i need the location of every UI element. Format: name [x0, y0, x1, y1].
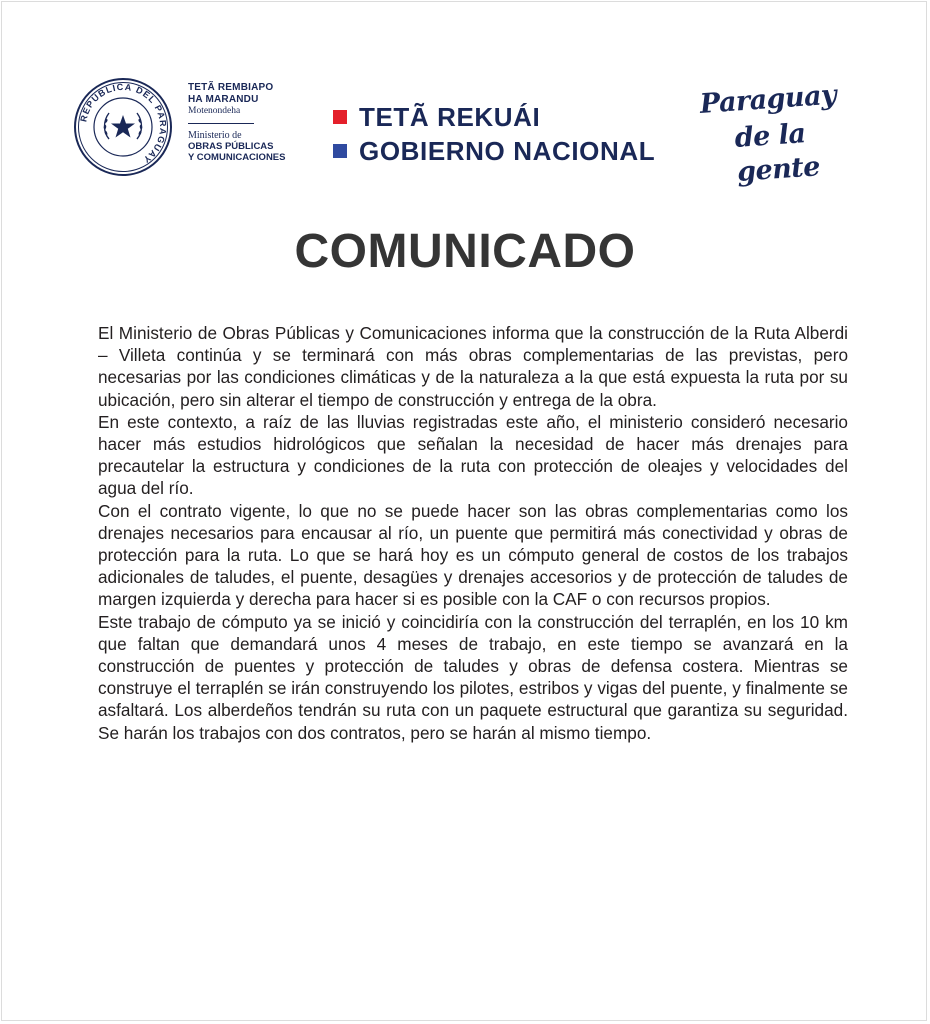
ministry-dept-line-1: Ministerio de [188, 130, 242, 141]
government-line-1 [333, 100, 693, 134]
paragraph-2: En este contexto, a raíz de las lluvias registradas este año, el ministerio consideró necesario hacer más estudios hidrológicos que señalan la necesidad de hacer más drenajes para precautelar la estructura y condiciones de la ruta con protección de oleajes y velocidades del agua del río. [98, 411, 848, 499]
seal-ring-text: REPÚBLICA DEL PARAGUAY [78, 81, 169, 166]
national-seal-icon [73, 77, 173, 177]
blue-square-icon [333, 144, 347, 158]
slogan-logo [698, 79, 875, 190]
ministry-logo-text [188, 82, 318, 163]
red-square-icon [333, 110, 347, 124]
slogan-line-2: de la gente [733, 118, 821, 188]
slogan-line-1: Paraguay [698, 79, 838, 120]
government-line-2 [333, 134, 693, 168]
ministry-divider [188, 123, 254, 124]
government-logo [333, 100, 693, 168]
paragraph-3: Con el contrato vigente, lo que no se puede hacer son las obras complementarias como los drenajes necesarios para encausar al río, un puente que permitirá más conectividad y obras de protección para la ruta. Lo que se hará hoy es un cómputo general de costos de los trabajos adicionales de taludes, el puente, desagües y drenajes accesorios y de protección de taludes de margen izquierda y derecha para hacer si es posible con la CAF o con recursos propios. [98, 500, 848, 610]
ministry-top-line-3: Motenondeha [188, 106, 241, 116]
paragraph-4: Este trabajo de cómputo ya se inició y coincidiría con la construcción del terraplén, en los 10 km que faltan que demandará unos 4 meses de trabajo, en este tiempo se avanzará en la construcción de puentes y protección de taludes y obras de defensa costera. Mientras se construye el terraplén se irán construyendo los pilotes, estribos y vigas del puente, y finalmente se asfaltará. Los alberdeños tendrán su ruta con un paquete estructural que garantiza su seguridad. Se harán los trabajos con dos contratos, pero se harán al mismo tiempo. [98, 611, 848, 743]
ministry-dept-line-3: Y COMUNICACIONES [188, 152, 286, 163]
government-line-1-text: TETÃ REKUÁI [359, 101, 541, 132]
ministry-dept-line-2: OBRAS PÚBLICAS [188, 141, 274, 152]
page-title: COMUNICADO [294, 225, 636, 278]
government-line-2-text: GOBIERNO NACIONAL [359, 135, 656, 166]
communique-body [98, 322, 848, 744]
header [0, 0, 930, 200]
paragraph-1: El Ministerio de Obras Públicas y Comunicaciones informa que la construcción de la Ruta Alberdi – Villeta continúa y se terminará con más obras complementarias de las previstas, pero necesarias por las condiciones climáticas y de la naturaleza a la que está expuesta la ruta por su ubicación, pero sin alterar el tiempo de construcción y entrega de la obra. [98, 323, 848, 410]
ministry-top-line-1: TETÃ REMBIAPO [188, 82, 274, 93]
ministry-top-line-2: HA MARANDU [188, 94, 259, 105]
